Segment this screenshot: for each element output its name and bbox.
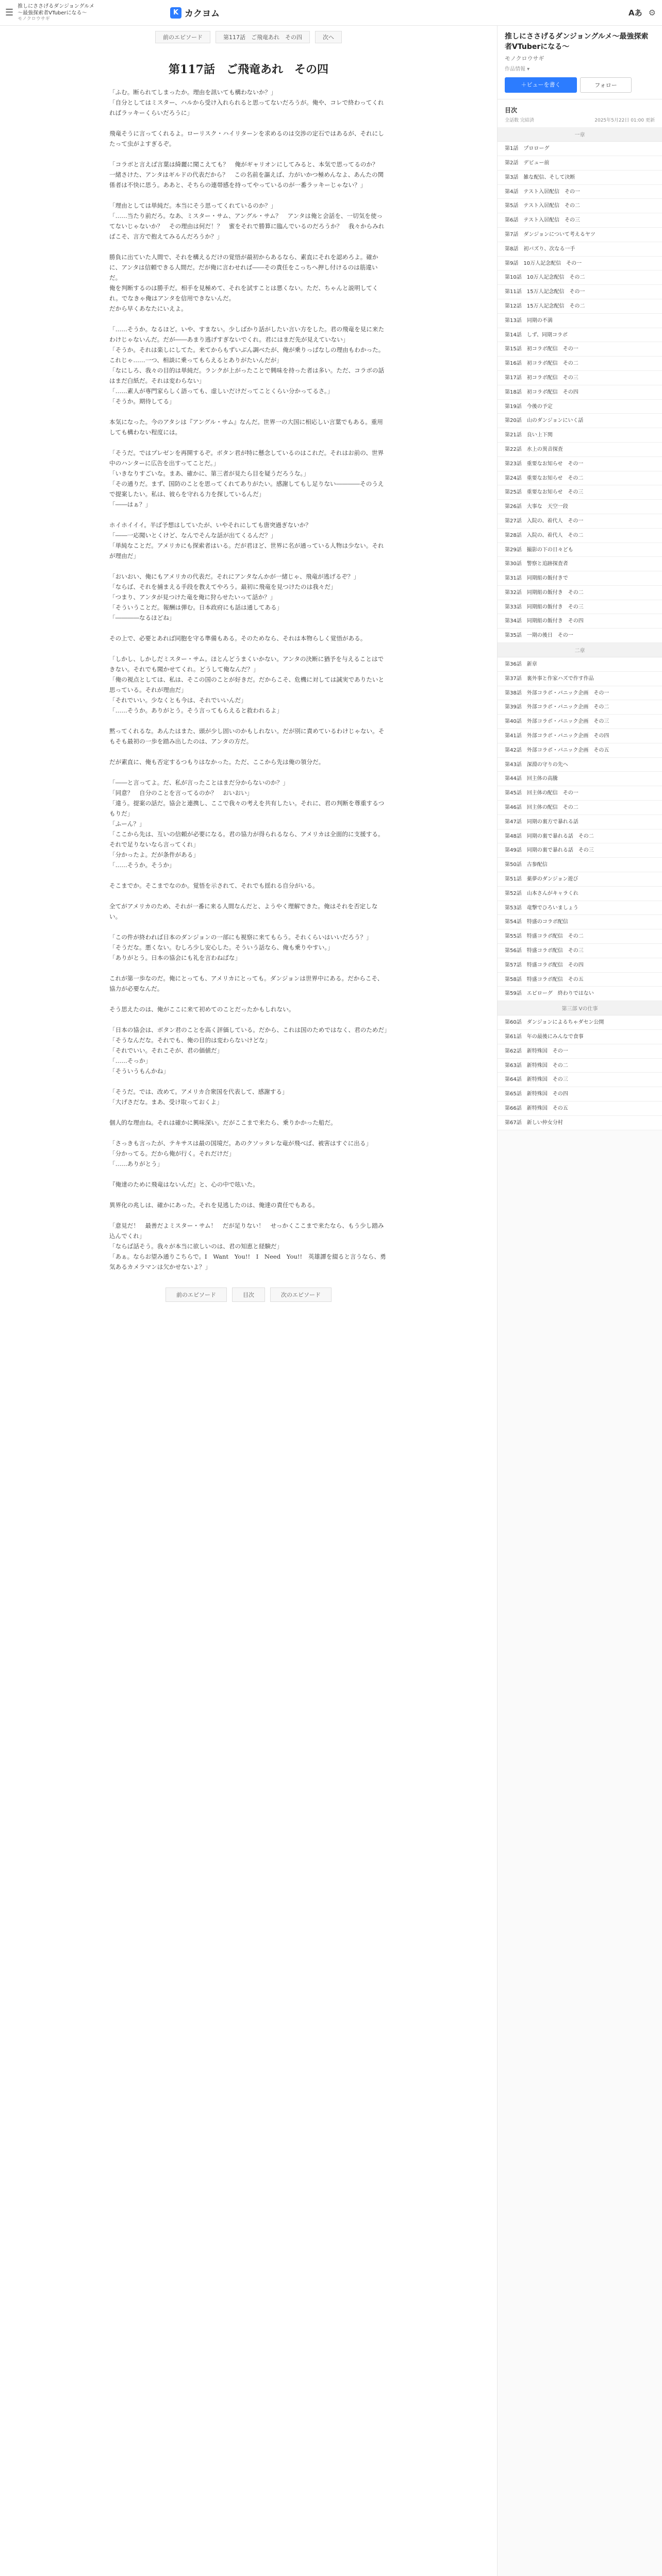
toc-meta-left: 全話数 完結済 <box>505 118 534 124</box>
body-paragraph: 「同意？ 自分のことを言ってるのか？ おいおい」 <box>109 789 253 796</box>
sidebar-status[interactable]: 作品情報 ▾ <box>505 66 530 73</box>
toc-episode-item[interactable]: 第28話 入院の、着代人 その二 <box>498 529 662 543</box>
sidebar-author[interactable]: モノクロウサギ <box>505 55 544 62</box>
body-paragraph: 「ふーん？」 <box>109 820 145 827</box>
toc-episode-item[interactable]: 第51話 薬夢のダンジョン遊び <box>498 872 662 887</box>
toc-episode-item[interactable]: 第39話 外部コラボ・パニック企画 その二 <box>498 700 662 715</box>
body-paragraph: 「さっきも言ったが、テキサスは最の国境だ。あのクソッタレな竜が飛べば、被害はすぐに出る」 <box>109 1140 372 1147</box>
toc-episode-item[interactable]: 第8話 初バズり、次なる一手 <box>498 242 662 257</box>
toc-episode-item[interactable]: 第18話 初コラボ配信 その四 <box>498 385 662 400</box>
sidebar-header <box>498 26 662 99</box>
toc-episode-item[interactable]: 第24話 重要なお知らせ その二 <box>498 471 662 486</box>
site-logo[interactable] <box>170 6 220 19</box>
footer-toc-link[interactable]: 目次 <box>232 1287 265 1302</box>
body-paragraph: その上で、必要とあれば同胞を守る準備もある。そのためなら、それは本物らしく覚悟がある。 <box>109 635 367 642</box>
toc-episode-item[interactable]: 第47話 同期の裏方で暴れる話 <box>498 815 662 829</box>
toc-episode-item[interactable]: 第12話 15万人記念配信 その二 <box>498 299 662 314</box>
body-paragraph: 「この件が終われば日本のダンジョンの一部にも視察に来てもらう。それくらいはいいだろう？」 <box>109 934 372 941</box>
toc-episode-item[interactable]: 第58話 特盛コラボ配信 その五 <box>498 973 662 987</box>
toc-episode-item[interactable]: 第53話 竜撃でひろいましょう <box>498 901 662 916</box>
toc-title: 目次 <box>498 99 662 116</box>
toc-episode-item[interactable]: 第45話 回主体の配信 その一 <box>498 786 662 801</box>
toc-episode-item[interactable]: 第27話 入院の、着代人 その一 <box>498 514 662 529</box>
body-paragraph: 「それでいい。それこそが、君の価値だ」 <box>109 1047 223 1054</box>
body-paragraph: 「――はぁ？」 <box>109 501 152 508</box>
body-paragraph: 「俺の視点としては、私は、そこの国のことが好きだ。だからこそ、危機に対しては誠実でありたいと思っている。それが理由だ」 <box>109 676 385 693</box>
body-paragraph: 個人的な理由ね。それは確かに興味深い。だがここまで来たら、乗りかかった船だ。 <box>109 1119 337 1126</box>
toc-episode-item[interactable]: 第64話 新特殊国 その三 <box>498 1073 662 1087</box>
body-paragraph: 「その通りだ。まず、国防のことを思ってくれてありがたい。感謝してもし足りない――――そのうえで提案したい。私は、彼らを守れる力を探しているんだ」 <box>109 480 384 498</box>
toc-episode-item[interactable]: 第5話 テスト入居配信 その二 <box>498 199 662 213</box>
toc-episode-item[interactable]: 第21話 良い上下関 <box>498 428 662 443</box>
body-paragraph: 「そういうもんかね」 <box>109 1067 169 1075</box>
toc-episode-item[interactable]: 第50話 古参配信 <box>498 858 662 872</box>
toc-episode-item[interactable]: 第10話 10万人記念配信 その二 <box>498 270 662 285</box>
body-paragraph: 「いきなりすごいな。まあ、確かに、第三者が見たら目を疑うだろうな。」 <box>109 470 309 477</box>
episode-body <box>109 87 388 1272</box>
episode-nav-bottom <box>0 1272 497 1307</box>
toc-episode-item[interactable]: 第9話 10万人記念配信 その一 <box>498 257 662 271</box>
body-paragraph: そう思えたのは、俺がここに来て初めてのことだったかもしれない。 <box>109 1006 295 1013</box>
body-paragraph: 「しかし、しかしだミスター・サム。ほとんどうまくいかない。アンタの決断に猶予を与えることはできない。それでも聞かせてくれ。どうして俺なんだ？」 <box>109 655 384 673</box>
body-paragraph <box>109 994 388 1004</box>
body-paragraph: 飛竜そうに言ってくれるよ。ローリスク・ハイリターンを求めるのは交渉の定石ではあるが、それにしたって虫がよすぎるぞ。 <box>109 130 384 147</box>
top-bar <box>0 0 662 26</box>
body-paragraph: 「そうか。それは楽しにしてた。来てからもずいぶん調べたが、俺が乗りっぱなしの理由もわかった。これじゃ……一つ、相談に乗ってもらえるとありがたいんだが」 <box>109 346 385 364</box>
body-paragraph: 「そうか。期待してる」 <box>109 398 175 405</box>
body-paragraph: 「分かってる。だから俺が行く。それだけだ」 <box>109 1150 235 1157</box>
review-button[interactable]: ＋ビューを書く <box>505 77 577 93</box>
toc-episode-item[interactable]: 第7話 ダンジョンについて考えるヤツ <box>498 228 662 242</box>
body-paragraph: 「そうなんだな。それでも、俺の目的は変わらないけどな」 <box>109 1037 271 1044</box>
body-paragraph <box>109 643 388 654</box>
toc-episode-item[interactable]: 第23話 重要なお知らせ その一 <box>498 457 662 471</box>
toc-episode-item[interactable]: 第25話 重要なお知らせ その三 <box>498 485 662 500</box>
body-paragraph <box>109 1169 388 1179</box>
toc-episode-item[interactable]: 第52話 山本さんがキャラくれ <box>498 887 662 901</box>
body-paragraph: 黙ってくれるな。あんたはまた、頭が少し固いのかもしれない。だが別に責めているわけじゃない。そもそも最初の一歩を踏み出したのは、アンタの方だ。 <box>109 727 385 745</box>
toc-meta-right: 2025年5月22日 01:00 更新 <box>594 118 655 124</box>
toc-episode-item[interactable]: 第1話 プロローグ <box>498 142 662 156</box>
body-paragraph: 「つまり、アンタが見つけた竜を俺に狩らせたいって話か？」 <box>109 594 276 601</box>
toc-episode-item[interactable]: 第55話 特盛コラボ配信 その二 <box>498 929 662 944</box>
body-paragraph: 「意見だ！ 最善だよミスター・サム！ だが足りない！ せっかくここまで来たなら、もう少し踏み込んでくれ」 <box>109 1222 384 1240</box>
toc-chapter-heading: 第三部 Vの仕事 <box>498 1001 662 1015</box>
toc-episode-item[interactable]: 第61話 年の最後にみんなで食事 <box>498 1030 662 1044</box>
body-paragraph: 「――と言ってよ。だ、私が言ったことはまだ分からないのか？」 <box>109 779 289 786</box>
toc-episode-item[interactable]: 第44話 回主体の高騰 <box>498 772 662 786</box>
toc-episode-item[interactable]: 第35話 一期の後日 その一 <box>498 629 662 643</box>
toc-episode-item[interactable]: 第40話 外部コラボ・パニック企画 その三 <box>498 715 662 729</box>
body-paragraph <box>109 891 388 901</box>
body-paragraph <box>109 963 388 973</box>
body-paragraph: 「……そうか。なるほど。いや、すまない。少しばかり話がしたい言い方をした。君の飛竜を見に来たわけじゃないんだ。だが――あまり逃げすぎないでくれ。君にはまだ先が見えていない」 <box>109 326 385 343</box>
toc-episode-item[interactable]: 第3話 雑な配信、そして決断 <box>498 171 662 185</box>
toc-episode-item[interactable]: 第65話 新特殊国 その四 <box>498 1087 662 1101</box>
body-paragraph: 「そうだ。では、改めて。アメリカ合衆国を代表して、感謝する」 <box>109 1088 288 1095</box>
body-paragraph: 「自分としてはミスター、ハルから受け入れられると思ってないだろうが。俺や、コレで終わってくれればラッキーくらいだろうに」 <box>109 99 384 116</box>
body-paragraph: 「それでいい。少なくとも今は、それでいいんだ」 <box>109 697 247 704</box>
body-paragraph <box>109 1076 388 1087</box>
toc-episode-item[interactable]: 第15話 初コラボ配信 その一 <box>498 342 662 357</box>
toc-episode-item[interactable]: 第19話 今後の予定 <box>498 400 662 414</box>
toc-episode-item[interactable]: 第60話 ダンジョンによるちゃダセン公開 <box>498 1015 662 1030</box>
body-paragraph: 「大げさだな。まあ、受け取っておくよ」 <box>109 1098 223 1106</box>
body-paragraph: 「そうだな。悪くない。むしろ少し安心した。そういう話なら、俺も乗りやすい。」 <box>109 944 334 951</box>
body-paragraph <box>109 716 388 726</box>
body-paragraph <box>109 1210 388 1221</box>
body-paragraph: 「……ありがとう」 <box>109 1160 163 1167</box>
body-paragraph <box>109 149 388 159</box>
toc-episode-item[interactable]: 第41話 外部コラボ・パニック企画 その四 <box>498 729 662 743</box>
toc-episode-item[interactable]: 第22話 水上の異音探査 <box>498 443 662 457</box>
toc-episode-item[interactable]: 第33話 同期組の飯付き その三 <box>498 600 662 615</box>
body-paragraph: ホイホイイイ。半ば予想はしていたが、いやそれにしても唐突過ぎないか？ <box>109 521 311 529</box>
body-paragraph <box>109 242 388 252</box>
menu-icon[interactable]: ☰ <box>5 7 14 18</box>
body-paragraph: 勝負に出ていた人間で、それを構えるだけの覚悟が最初からあるなら、素直にそれを認めろよ。確かに、アンタは信頼できる人間だ。だが俺に言わせれば――その責任をこっちへ押し付けるのは筋違いだ。 <box>109 253 378 281</box>
body-paragraph: 「……当たり前だろ。なあ、ミスター・サム、アングル・サム？ アンタは俺と会話を、一切気を使ってないじゃないか？ その理由は何だ！？ 蜜をそれで勝算に臨んでいるのだろうか？ 我々からみればこそ、言方で抱えてみるんだろうか？」 <box>109 212 385 240</box>
toc-episode-item[interactable]: 第34話 同期組の飯付き その四 <box>498 614 662 629</box>
toc-episode-item[interactable]: 第16話 初コラボ配信 その二 <box>498 357 662 371</box>
episode-nav-top <box>0 26 497 49</box>
body-paragraph: 「そういうことだ。報酬は弾む。日本政府にも話は通してある」 <box>109 604 283 611</box>
body-paragraph: 「コラボと言えば言葉は綺麗に聞こえても？ 俺がギャリオンにしてみると、本気で思ってるのか？ 一緒さけた、アンタはギルドの代表だから？ この名前を謳えば、力がいかつ極めんなよ、あんたの関係者は不快に思う。ああと、そちらの連帯感を持ってやっているのが一番ラッキーじゃない？」 <box>109 161 385 189</box>
episode-main <box>0 26 497 2576</box>
body-paragraph <box>109 561 388 571</box>
body-paragraph: 「――――なるほどね」 <box>109 614 175 621</box>
logo-mark-icon: K <box>170 7 181 19</box>
logo-text: カクヨム <box>185 9 220 19</box>
body-paragraph: これが第一歩なのだ。俺にとっても、アメリカにとっても。ダンジョンは世界中にある。だからこそ、協力が必要なんだ。 <box>109 975 384 992</box>
body-paragraph <box>109 767 388 777</box>
work-mini-info[interactable] <box>18 3 98 23</box>
body-paragraph: 俺を判断するのは勝手だ。相手を見極めて、それを試すことは悪くない。ただ、ちゃんと説明してくれ。でなきゃ俺はアンタを信用できないんだ。 <box>109 284 378 302</box>
body-paragraph: 全てがアメリカのため、それが一番に来る人間なんだと、ようやく理解できた。俺はそれを否定しない。 <box>109 903 378 920</box>
toc-episode-item[interactable]: 第59話 エピローグ 終わりではない <box>498 987 662 1001</box>
body-paragraph: だから早くあなたにいえよ。 <box>109 305 187 312</box>
toc-episode-item[interactable]: 第29話 撮影の下の日々ども <box>498 543 662 557</box>
body-paragraph: 「――一応聞いとくけど、なんでそんな話が出てくるんだ？」 <box>109 532 277 539</box>
toc-episode-item[interactable]: 第42話 外部コラボ・パニック企画 その五 <box>498 743 662 758</box>
toc-episode-item[interactable]: 第31話 同期組の飯付きで <box>498 571 662 586</box>
toc-episode-item[interactable]: 第17話 初コラボ配信 その三 <box>498 371 662 385</box>
body-paragraph <box>109 437 388 448</box>
toc-episode-item[interactable]: 第46話 回主体の配信 その二 <box>498 801 662 815</box>
toc-episode-item[interactable]: 第6話 テスト入居配信 その三 <box>498 213 662 228</box>
body-paragraph: 「あぁ。ならお望み通りこちらで。I Want You!! I Need You!! 英雄譚を綴ると言うなら、勇気あるカメラマンは欠かせないよ？」 <box>109 1253 386 1270</box>
footer-prev-link[interactable]: 前のエピソード <box>166 1287 227 1302</box>
toc-episode-item[interactable]: 第14話 しず、同期コラボ <box>498 328 662 343</box>
prev-episode-link[interactable]: 前のエピソード <box>155 31 210 43</box>
body-paragraph: だが素直に、俺も否定するつもりはなかった。ただ、ここから先は俺の領分だ。 <box>109 758 325 766</box>
toc-episode-item[interactable]: 第62話 新特殊国 その一 <box>498 1044 662 1059</box>
body-paragraph: 「おいおい、俺にもアメリカの代表だ。それにアンタなんかが一緒じゃ、飛竜が逃げるぞ？」 <box>109 573 360 580</box>
body-paragraph: そこまでか。そこまでなのか。覚悟を示されて、それでも揺れる自分がいる。 <box>109 882 319 889</box>
body-paragraph <box>109 1128 388 1138</box>
toc-episode-item[interactable]: 第4話 テスト入居配信 その一 <box>498 185 662 199</box>
body-paragraph <box>109 747 388 757</box>
body-paragraph <box>109 314 388 324</box>
body-paragraph: 「……そうか。ありがとう。そう言ってもらえると救われるよ」 <box>109 707 283 714</box>
footer-next-link[interactable]: 次のエピソード <box>270 1287 332 1302</box>
work-mini-title[interactable]: 推しにささげるダンジョングルメ～最強探索者VTuberになる～ <box>18 3 94 16</box>
body-paragraph: 「違う。提案の話だ。協会と連携し、ここで我々の考えを共有したい。それに、君の判断を尊重するつもりだ」 <box>109 800 385 817</box>
toc-episode-item[interactable]: 第26話 大事な 天空一段 <box>498 500 662 514</box>
font-size-button[interactable]: Aあ <box>628 8 642 18</box>
toc-episode-item[interactable]: 第49話 同期の裏で暴れる話 その三 <box>498 843 662 858</box>
body-paragraph: 「ありがとう。日本の協会にも礼を言わねばな」 <box>109 954 241 961</box>
body-paragraph <box>109 118 388 128</box>
body-paragraph: 「ならば話そう。我々が本当に欲しいのは、君の知恵と経験だ」 <box>109 1243 283 1250</box>
toc-episode-item[interactable]: 第30話 警察と追跡探査者 <box>498 557 662 571</box>
body-paragraph <box>109 406 388 417</box>
toc-episode-item[interactable]: 第13話 同期の不満 <box>498 314 662 328</box>
toc-episode-item[interactable]: 第20話 山のダンジョンにいく話 <box>498 414 662 428</box>
body-paragraph: 異界化の兆しは、確かにあった。それを見逃したのは、俺達の責任でもある。 <box>109 1201 319 1209</box>
toc-episode-item[interactable]: 第63話 新特殊国 その二 <box>498 1059 662 1073</box>
body-paragraph <box>109 1190 388 1200</box>
body-paragraph: 「ふむ。断られてしまったか。理由を訊いても構わないか？」 <box>109 89 277 96</box>
toc-episode-item[interactable]: 第32話 同期組の飯付き その二 <box>498 586 662 600</box>
toc-meta <box>498 116 662 127</box>
body-paragraph <box>109 1014 388 1025</box>
toc-chapter-heading: 二章 <box>498 643 662 657</box>
body-paragraph: 『俺達のために飛竜はないんだ』と、心の中で呟いた。 <box>109 1181 259 1188</box>
work-header <box>0 3 103 23</box>
current-episode-label: 第117話 ご飛竜あれ その四 <box>216 31 310 43</box>
toc-episode-item[interactable]: 第56話 特盛コラボ配信 その三 <box>498 944 662 958</box>
toc-chapter-heading: 一章 <box>498 127 662 142</box>
body-paragraph: 「……そうか。そうか」 <box>109 861 175 869</box>
toc-episode-item[interactable]: 第43話 深淵の守りの先へ <box>498 758 662 772</box>
toc-episode-item[interactable]: 第67話 新しい仲女分村 <box>498 1116 662 1130</box>
sidebar-work-title[interactable]: 推しにささげるダンジョングルメ～最強探索者VTuberになる～ <box>505 32 649 51</box>
toc-list <box>498 127 662 1130</box>
body-paragraph <box>109 922 388 932</box>
body-paragraph: 「ここから先は、互いの信頼が必要になる。君の協力が得られるなら、アメリカは全面的に支援する。それで足りないなら言ってくれ」 <box>109 831 384 848</box>
work-mini-author[interactable]: モノクロウサギ <box>18 16 50 22</box>
body-paragraph <box>109 870 388 880</box>
follow-button[interactable]: フォロー <box>580 77 632 93</box>
body-paragraph: 本気になった。今のアタシは『アングル・サム』なんだ。世界一の大国に相応しい言葉でもある。重用しても構わない程度には。 <box>109 418 383 436</box>
toc-episode-item[interactable]: 第54話 特盛のコラボ配信 <box>498 915 662 929</box>
toc-episode-item[interactable]: 第36話 新章 <box>498 657 662 672</box>
toc-episode-item[interactable]: 第11話 15万人記念配信 その一 <box>498 285 662 299</box>
body-paragraph: 「なにしろ、我々の目的は単純だ。ランクが上がったことで興味を持った者は多い。ただ、コラボの話はまだ白紙だ。それは変わらない」 <box>109 367 385 384</box>
toc-episode-item[interactable]: 第37話 裏外事と作家ハズで作す作品 <box>498 672 662 686</box>
body-paragraph: 「日本の協会は、ボタン君のことを高く評価している。だから、これは国のためではなく、君のためだ」 <box>109 1026 390 1033</box>
toc-episode-item[interactable]: 第57話 特盛コラボ配信 その四 <box>498 958 662 973</box>
body-paragraph <box>109 1107 388 1117</box>
body-paragraph <box>109 190 388 200</box>
toc-episode-item[interactable]: 第66話 新特殊国 その五 <box>498 1101 662 1116</box>
body-paragraph: 「そうだ。ではプレゼンを再開するぞ。ボタン君が特に懸念しているのはこれだ。それはお前の、世界中のハンターに広告を出すってことだ。」 <box>109 449 384 467</box>
toc-episode-item[interactable]: 第2話 デビュー前 <box>498 156 662 171</box>
gear-icon[interactable]: ⚙ <box>648 8 656 18</box>
toc-episode-item[interactable]: 第48話 同期の裏で暴れる話 その二 <box>498 829 662 844</box>
sidebar <box>497 26 662 2576</box>
body-paragraph: 「……素人が専門家らしく語っても、虚しいだけだってことくらい分かってるさ。」 <box>109 387 334 395</box>
body-paragraph <box>109 510 388 520</box>
body-paragraph: 「……そっか」 <box>109 1057 152 1064</box>
next-episode-link[interactable]: 次へ <box>315 31 342 43</box>
episode-title: 第117話 ご飛竜あれ その四 <box>169 63 328 76</box>
body-paragraph <box>109 623 388 633</box>
body-paragraph: 「ならば、それを捕まえる手段を教えてやろう。最初に飛竜を見つけたのは我々だ」 <box>109 583 337 590</box>
body-paragraph: 「分かったよ。だが条件がある」 <box>109 851 199 858</box>
body-paragraph: 「単純なことだ。アメリカにも探索者はいる。だが君ほど、世界に名が通っている人物は少ない。それが理由だ」 <box>109 542 384 560</box>
toc-episode-item[interactable]: 第38話 外部コラボ・パニック企画 その一 <box>498 686 662 701</box>
body-paragraph: 「理由としては単純だ。本当にそう思ってくれているのか？」 <box>109 202 277 209</box>
